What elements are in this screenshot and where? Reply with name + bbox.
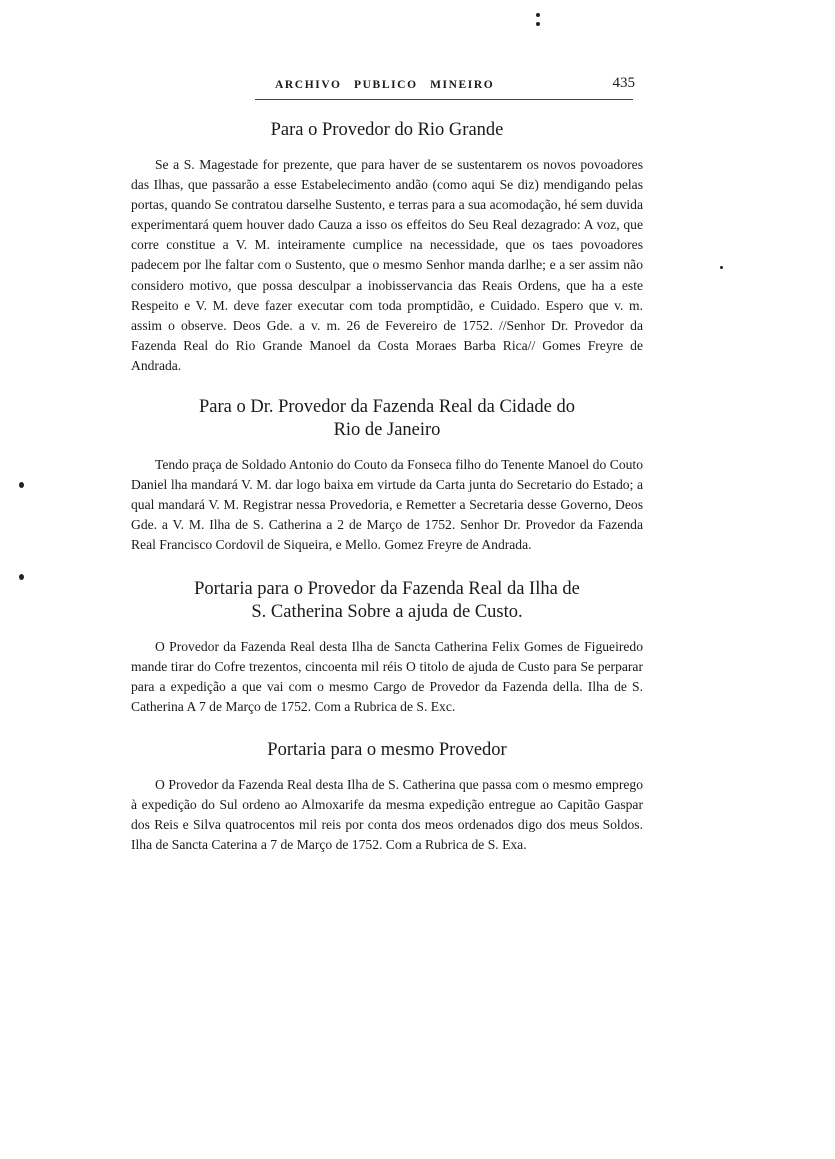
section-heading-line-1: Portaria para o Provedor da Fazenda Real da Ilha de	[194, 578, 580, 599]
section-portaria-ajuda-de-custo	[131, 578, 643, 717]
section-body: Tendo praça de Soldado Antonio do Couto da Fonseca filho do Tenente Manoel do Couto Daniel lha mandará V. M. dar logo baixa em virtude da Carta junta do Secretario do Estado; a qual mandará V. M. Registrar nessa Provedoria, e Remetter a Secretaria desse Governo, Deos Gde. a V. M. Ilha de S. Catherina a 2 de Março de 1752. Senhor Dr. Provedor da Fazenda Real Francisco Cordovil de Siqueira, e Mello. Gomez Freyre de Andrada.	[131, 457, 643, 553]
section-provedor-rio-de-janeiro	[131, 396, 643, 555]
page-number: 435	[612, 75, 635, 91]
section-heading-line-1: Para o Dr. Provedor da Fazenda Real da Cidade do	[198, 397, 576, 418]
section-heading-line-2: S. Catherina Sobre a ajuda de Custo.	[251, 601, 523, 622]
margin-dot-left-2	[19, 574, 24, 580]
section-heading	[131, 119, 643, 142]
ink-speck-top-2	[536, 22, 540, 26]
section-body: O Provedor da Fazenda Real desta Ilha de S. Catherina que passa com o mesmo emprego à expedição do Sul ordeno ao Almoxarife da mesma expedição entregue ao Capitão Gaspar dos Reis e Silva quatrocentos mil reis por conta dos meos ordenados digo dos meus Soldos. Ilha de Sancta Caterina a 7 de Março de 1752. Com a Rubrica de S. Exa.	[131, 776, 643, 853]
section-heading-text: Para o Provedor do Rio Grande	[270, 120, 504, 140]
section-body: Se a S. Magestade for prezente, que para haver de se sustentarem os novos povoadores das Ilhas, que passarão a esse Estabelecimento andão (como aqui Se diz) mendigando pelas portas, quando Se contratou darselhe Sustento, e terras para a sua acomodação, hé sem duvida experimentará quem houver dado Cauza a isso os effeitos do Seu Real dezagrado: A voz, que corre constitue a V. M. inteiramente cumplice na necessidade, que os taes povoadores padecem por lhe faltar com o Sustento, que o mesmo Senhor manda darlhe; e a ser assim não considero motivo, que possa desculpar a inobisservancia das Reais Ordens, que ha a este Respeito e V. M. deve fazer executar com toda promptidão, e Cuidado. Espero que v. m. assim o observe. Deos Gde. a v. m. 26 de Fevereiro de 1752. //Senhor Dr. Provedor da Fazenda Real do Rio Grande Manoel da Costa Moraes Barba Rica// Gomes Freyre de Andrada.	[131, 157, 643, 373]
section-portaria-mesmo-provedor	[131, 739, 643, 855]
header-rule	[255, 99, 633, 100]
section-heading	[131, 578, 643, 624]
page-content	[131, 119, 643, 855]
running-title: ARCHIVO PUBLICO MINEIRO	[275, 79, 495, 91]
section-heading-line-2: Rio de Janeiro	[333, 420, 441, 441]
section-provedor-rio-grande	[131, 119, 643, 376]
section-heading	[131, 396, 643, 442]
margin-dot-left-1	[19, 482, 24, 488]
margin-dot-right	[720, 266, 723, 269]
ink-speck-top	[536, 13, 540, 17]
running-header	[255, 75, 635, 99]
section-heading-text: Portaria para o mesmo Provedor	[267, 739, 507, 760]
section-heading	[131, 739, 643, 762]
section-body: O Provedor da Fazenda Real desta Ilha de Sancta Catherina Felix Gomes de Figueiredo mande tirar do Cofre trezentos, cincoenta mil réis O titolo de ajuda de Custo para Se perparar para a expedição a que vai com o mesmo Cargo de Provedor da Fazenda della. Ilha de S. Catherina A 7 de Março de 1752. Com a Rubrica de S. Exc.	[131, 638, 643, 714]
